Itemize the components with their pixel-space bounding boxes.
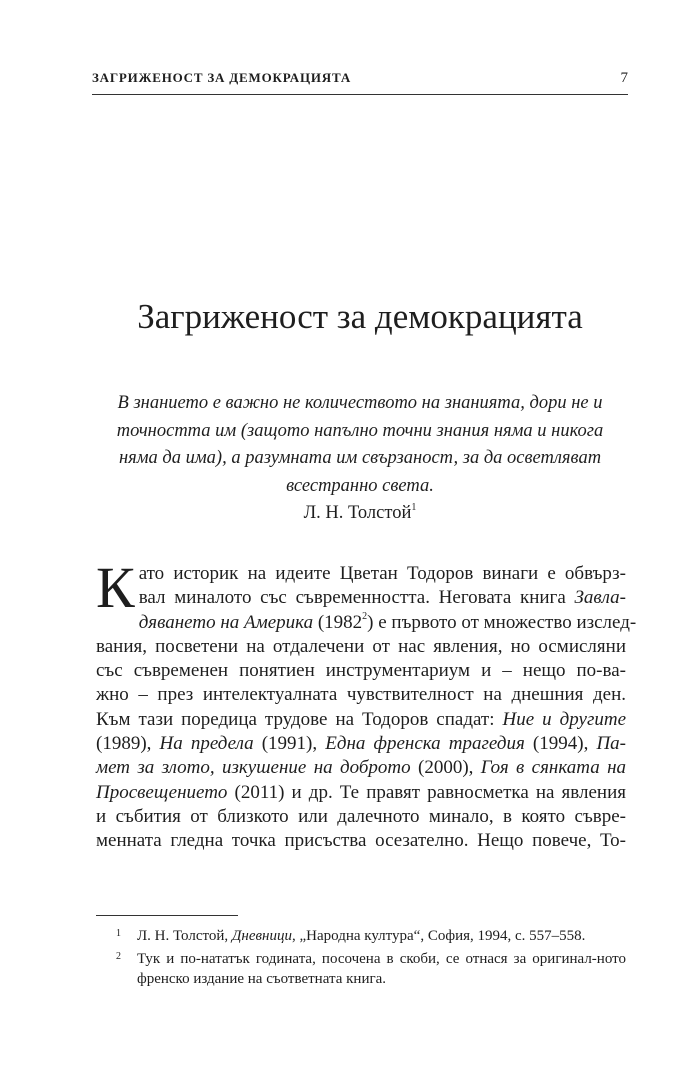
epigraph-line: всестранно света. (286, 475, 434, 496)
footnote-number: 2 (116, 950, 121, 962)
body-text (96, 555, 637, 854)
body-line: със съвременен понятиен инструментариум и – нещо по-ва- (96, 660, 626, 682)
footnote (96, 949, 626, 990)
footnote-number: 1 (116, 928, 121, 939)
body-line: жно – през интелектуалната чувствителност на днешния ден. (96, 684, 626, 706)
body-line: ато историк на идеите Цветан Тодоров винаги е обвърз- (138, 563, 626, 584)
drop-cap: К (96, 555, 135, 620)
page-number: 7 (620, 70, 628, 86)
chapter-title: Загриженост за демокрацията (137, 297, 583, 337)
epigraph-line: В знанието е важно не количеството на знанията, дори не и (117, 393, 603, 413)
epigraph (100, 390, 620, 528)
footnote-text: Л. Н. Толстой, Дневници, „Народна култура“, София, 1994, с. 557–558. (137, 928, 586, 944)
footnote-text: Тук и по-нататък годината, посочена в скоби, се отнася за оригинал-ното френско издание на съответната книга. (137, 950, 626, 987)
footnotes (96, 926, 626, 992)
running-title: ЗАГРИЖЕНОСТ ЗА ДЕМОКРАЦИЯТА (92, 70, 352, 85)
body-line: дяването на Америка (1982$^2$) е първото от множество изслед- (138, 611, 637, 633)
body-line: вания, посветени на отдалечени от нас явления, но осмисляни (96, 635, 626, 657)
epigraph-line: няма да има), а разумната им свързаност, за да осветляват (118, 448, 602, 468)
epigraph-attribution (100, 500, 620, 528)
body-line: менната гледна точка присъства осезателно. Нещо повече, То- (96, 830, 626, 852)
body-line: вал миналото със съвременността. Неговата книга Завла- (138, 587, 626, 609)
body-line: и събития от близкото или далечното минало, в която съвре- (96, 805, 626, 827)
epigraph-author: Л. Н. Толстой (303, 503, 412, 523)
footnote (96, 926, 626, 947)
body-line: Просвещението (2011) и др. Те правят равносметка на явления (96, 781, 626, 803)
running-head (92, 70, 628, 90)
footnote-ref: 2 (362, 611, 368, 623)
body-line: Към тази поредица трудове на Тодоров спадат: Ние и другите (96, 708, 627, 730)
footnote-ref: 1 (411, 501, 417, 513)
body-line: мет за злото, изкушение на доброто (2000), Гоя в сянката на (96, 757, 626, 779)
epigraph-line: точността им (защото напълно точни знания няма и никога (116, 420, 604, 441)
body-line: (1989), На предела (1991), Една френска трагедия (1994), Па- (96, 733, 626, 755)
header-rule (92, 94, 628, 95)
footnote-rule (96, 915, 238, 916)
